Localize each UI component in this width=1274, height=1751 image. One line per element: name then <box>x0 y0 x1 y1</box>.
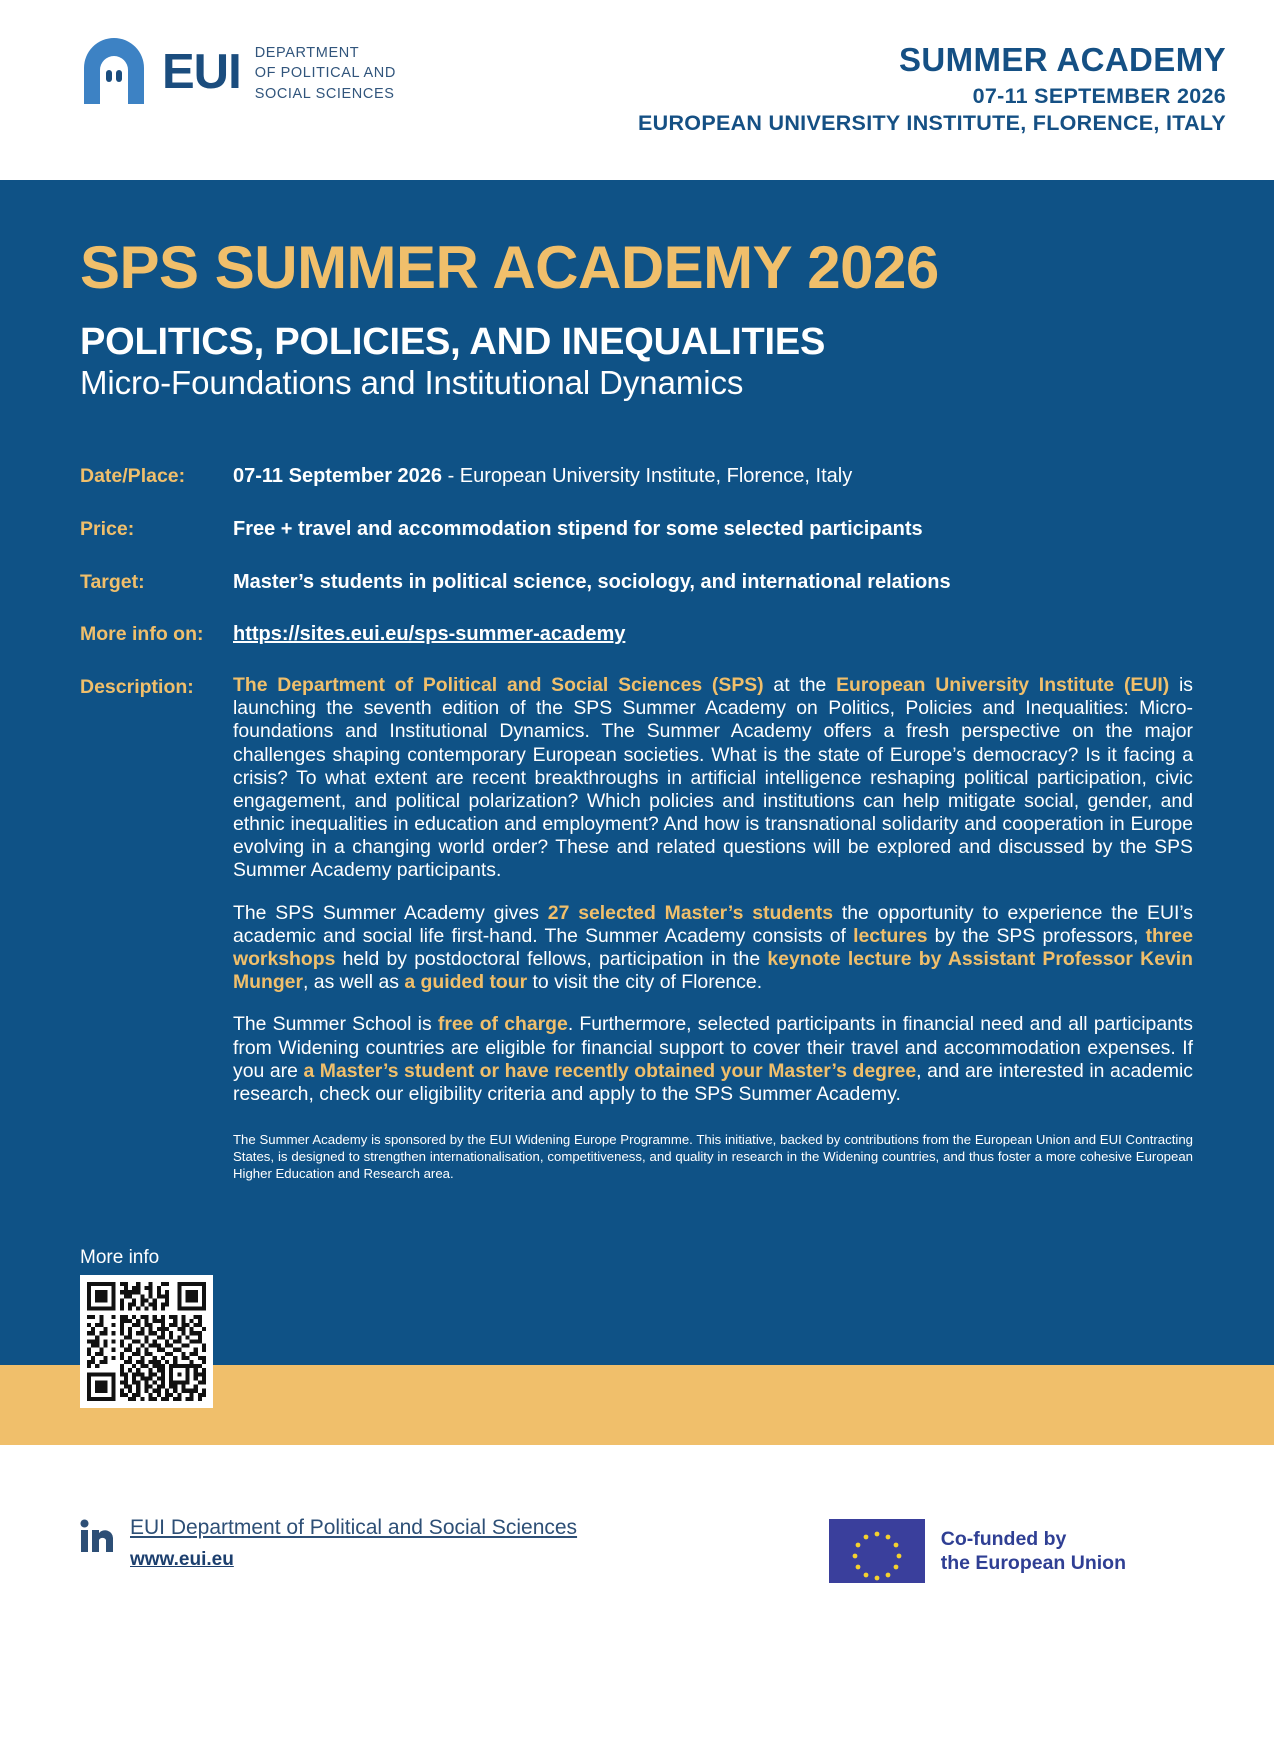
detail-row-more-info <box>80 623 1194 646</box>
website-link[interactable]: www.eui.eu <box>130 1549 234 1571</box>
p2-text-d: held by postdoctoral fellows, participation in the <box>335 948 768 971</box>
cofunded-line-1: Co-funded by <box>940 1527 1067 1550</box>
header-event-info <box>638 38 1246 137</box>
dept-line-1: DEPARTMENT <box>254 44 360 61</box>
description-body <box>233 674 1193 1106</box>
p2-highlight-students: 27 selected Master’s students <box>547 901 834 924</box>
qr-code-icon[interactable] <box>80 1275 213 1408</box>
date-place-rest: - European University Institute, Florence, Italy <box>442 464 853 487</box>
poster-footer <box>0 1445 1274 1751</box>
linkedin-icon[interactable] <box>80 1515 114 1558</box>
detail-label-date-place: Date/Place: <box>80 464 186 487</box>
p3-text-a: The Summer School is <box>233 1013 438 1036</box>
p2-highlight-guided-tour: a guided tour <box>404 971 528 994</box>
poster-header <box>0 0 1274 180</box>
detail-label-price: Price: <box>80 517 135 540</box>
p3-highlight-free: free of charge <box>437 1013 568 1036</box>
p2-highlight-lectures: lectures <box>853 924 928 947</box>
eui-arch-logo-icon <box>80 38 148 106</box>
sponsor-footnote-row <box>80 1132 1194 1183</box>
eui-department-name <box>255 40 396 105</box>
detail-value-price: Free + travel and accommodation stipend for some selected participants <box>233 517 923 540</box>
more-info-qr-block <box>80 1248 220 1408</box>
p2-highlight-workshops: three workshops <box>233 924 1193 971</box>
cofunded-block <box>829 1515 1246 1583</box>
event-details-list <box>80 464 1194 646</box>
detail-row-price <box>80 517 1194 542</box>
p2-text-c: by the SPS professors, <box>927 924 1146 947</box>
eui-logo <box>80 38 396 106</box>
page-title: SPS SUMMER ACADEMY 2026 <box>80 234 939 301</box>
p1-text-a: at the <box>763 673 837 696</box>
detail-row-date-place <box>80 464 1194 489</box>
footnote-spacer <box>80 1132 233 1183</box>
hero-subtitle-bold: POLITICS, POLICIES, AND INEQUALITIES <box>80 321 826 363</box>
description-paragraph-2 <box>233 902 1193 995</box>
p2-highlight-keynote: keynote lecture by Assistant Professor Kevin Munger <box>233 948 1193 994</box>
hero-subtitle-light: Micro-Foundations and Institutional Dynamics <box>80 364 744 402</box>
cofunded-text <box>941 1527 1126 1576</box>
european-union-flag-icon <box>829 1519 925 1583</box>
p3-text-b: . Furthermore, selected participants in financial need and all participants from Widening countries are eligible for financial support to cover their travel and accommodation expenses. If you are <box>233 1013 1193 1082</box>
detail-value-target: Master’s students in political science, sociology, and international relations <box>233 570 951 593</box>
p3-text-c: , and are interested in academic research, check our eligibility criteria and apply to the SPS Summer Academy. <box>233 1059 1193 1105</box>
p3-highlight-eligibility: a Master’s student or have recently obtained your Master’s degree <box>303 1059 917 1082</box>
footer-social-block <box>80 1515 577 1572</box>
date-place-bold: 07-11 September 2026 <box>233 464 443 487</box>
footer-links <box>130 1515 577 1572</box>
summer-academy-website-link[interactable]: https://sites.eui.eu/sps-summer-academy <box>233 622 626 645</box>
more-info-label: More info <box>80 1247 160 1268</box>
description-label: Description: <box>80 675 194 698</box>
p2-text-b: the opportunity to experience the EUI’s academic and social life first-hand. The Summer Academy consists of <box>233 901 1193 947</box>
p2-text-e: , as well as <box>303 971 405 994</box>
detail-row-target <box>80 570 1194 595</box>
linkedin-page-link[interactable]: EUI Department of Political and Social Sciences <box>130 1516 578 1539</box>
header-dates: 07-11 SEPTEMBER 2026 <box>972 83 1226 108</box>
header-venue: EUROPEAN UNIVERSITY INSTITUTE, FLORENCE, ITALY <box>638 111 1226 136</box>
dept-line-3: SOCIAL SCIENCES <box>254 85 395 102</box>
p1-text-b: is launching the seventh edition of the SPS Summer Academy on Politics, Policies and Inequalities: Micro-foundations and Institutional Dynamics. The Summer Academy offers a fresh perspective on the major challenges shaping contemporary European societies. What is the state of Europe’s democracy? Is it facing a crisis? To what extent are recent breakthroughs in artificial intelligence reshaping political participation, civic engagement, and political polarization? Which policies and institutions can help mitigate social, gender, and ethnic inequalities in education and employment? And how is transnational solidarity and cooperation in Europe evolving in a changing world order? These and related questions will be explored and discussed by the SPS Summer Academy participants. <box>233 673 1193 882</box>
eui-acronym: EUI <box>162 44 241 99</box>
p1-highlight-eui: European University Institute (EUI) <box>836 673 1170 696</box>
detail-label-target: Target: <box>80 570 145 593</box>
description-paragraph-3 <box>233 1013 1193 1106</box>
p2-text-f: to visit the city of Florence. <box>527 971 763 994</box>
detail-value-date-place <box>233 464 852 489</box>
header-title: SUMMER ACADEMY <box>898 41 1226 78</box>
poster-main-body <box>0 180 1274 1365</box>
description-paragraph-1 <box>233 674 1193 883</box>
detail-label-more-info: More info on: <box>80 622 204 645</box>
p1-highlight-sps: The Department of Political and Social Sciences (SPS) <box>233 673 764 696</box>
sponsor-footnote: The Summer Academy is sponsored by the EUI Widening Europe Programme. This initiative, backed by contributions from the European Union and EUI Contracting States, is designed to strengthen internationalisation, competitiveness, and quality in research in the Widening countries, and thus foster a more cohesive European Higher Education and Research area. <box>233 1132 1193 1181</box>
p2-text-a: The SPS Summer Academy gives <box>233 901 548 924</box>
description-section <box>80 674 1194 1106</box>
cofunded-line-2: the European Union <box>940 1552 1126 1574</box>
dept-line-2: OF POLITICAL AND <box>254 65 396 82</box>
